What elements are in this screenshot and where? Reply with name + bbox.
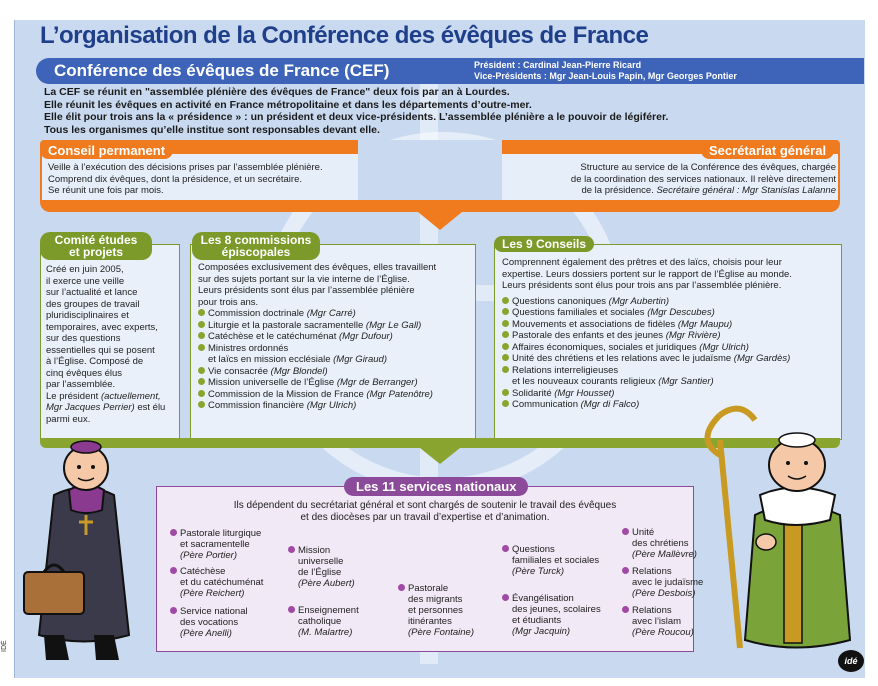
commission-item: [198, 308, 436, 320]
secretariat-title: Secrétariat général: [701, 142, 834, 159]
conseil-name: Solidarité: [512, 387, 552, 399]
service-name: itinérantes: [408, 616, 452, 627]
comite-title: [40, 232, 152, 260]
bullet-icon: [502, 366, 509, 373]
bullet-icon: [502, 389, 509, 396]
conseil-name: Unité des chrétiens et les relations avec le judaïsme: [512, 353, 732, 364]
commissions-text: [198, 262, 436, 412]
comite-title-line: Comité études: [54, 233, 138, 247]
comite-line: sur des questions: [46, 333, 121, 344]
intro-line: Elle élit pour trois ans la « présidence » : un président et deux vice-présidents. L’assemblée plénière a le pouvoir de légiférer.: [44, 111, 669, 123]
comite-line: des groupes de travail: [46, 298, 140, 310]
intro-line: Tous les organismes qu’elle institue sont responsables devant elle.: [44, 123, 380, 136]
conseil-item: [502, 342, 792, 354]
conseil-name: Affaires économiques, sociales et juridiques: [512, 341, 697, 353]
service-name: Relations: [632, 566, 672, 577]
secretariat-line: de la présidence.: [581, 185, 654, 196]
bullet-icon: [170, 607, 177, 614]
service-item: [170, 606, 248, 639]
intro-line: La CEF se réunit en "assemblée plénière des évêques de France" deux fois par an à Lourdes.: [44, 86, 510, 98]
conseils-line: Leurs présidents sont élus pour trois ans par l’assemblée plénière.: [502, 280, 782, 291]
services-title: Les 11 services nationaux: [344, 477, 528, 496]
secretariat-text: [520, 162, 836, 197]
bullet-icon: [288, 546, 295, 553]
commission-item: [198, 366, 436, 378]
service-name: et étudiants: [512, 615, 562, 626]
comite-title-line: et projets: [68, 245, 123, 259]
conseil-name: Relations interreligieuses: [512, 364, 619, 376]
conseil-item: [502, 319, 792, 331]
service-head: (Père Roucou): [632, 627, 694, 638]
comite-line: Le président: [46, 390, 99, 402]
conseil-president: (Mgr Rivière): [665, 330, 721, 341]
service-item: [622, 527, 697, 560]
bullet-icon: [502, 308, 509, 315]
comite-line: pluridisciplinaires et: [46, 310, 129, 321]
conseils-line: expertise. Leurs dossiers portent sur le rapport de l’Église au monde.: [502, 268, 792, 280]
credit-text: IDÉ: [1, 640, 8, 652]
service-head: (Mgr Jacquin): [512, 626, 571, 637]
down-arrow-icon: [418, 212, 462, 230]
conseil-item: [502, 388, 792, 400]
commission-name: Ministres ordonnés: [208, 342, 289, 354]
bullet-icon: [502, 320, 509, 327]
conseil-permanent-text: [48, 162, 323, 197]
comite-line: sur l’actualité et lance: [46, 287, 138, 298]
conseils-text: [502, 257, 792, 411]
service-name: Catéchèse: [180, 566, 226, 577]
bullet-icon: [198, 401, 205, 408]
cef-president: Président : Cardinal Jean-Pierre Ricard: [474, 60, 642, 70]
service-name: de l’Église: [298, 567, 342, 578]
bullet-icon: [502, 331, 509, 338]
bullet-icon: [502, 400, 509, 407]
conseil-president: (Mgr Ulrich): [699, 341, 749, 353]
comite-line: est élu: [137, 402, 166, 413]
conseil-name: Questions familiales et sociales: [512, 307, 645, 318]
cef-officers: [474, 60, 737, 82]
service-head: (Père Aubert): [298, 578, 355, 589]
bullet-icon: [622, 567, 629, 574]
service-head: (Père Desbois): [632, 588, 696, 599]
conseil-president: (Mgr Santier): [658, 376, 714, 387]
conseil-permanent-title: Conseil permanent: [40, 142, 173, 159]
comite-line: temporaires, avec experts,: [46, 321, 158, 333]
cef-name: Conférence des évêques de France (CEF): [54, 61, 390, 80]
conseil-name: et les nouveaux courants religieux: [512, 376, 656, 387]
comite-line: il exerce une veille: [46, 275, 125, 287]
commissions-line: Leurs présidents sont élus par l’assemblée plénière: [198, 285, 415, 296]
commission-name: et laïcs en mission ecclésiale: [208, 354, 331, 365]
service-name: des chrétiens: [632, 538, 689, 549]
commission-item: [198, 320, 436, 332]
secretariat-line: de la coordination des services nationaux. Il relève directement: [570, 173, 836, 185]
commission-president: (Mgr Ulrich): [306, 400, 357, 411]
conseil-name: Pastorale des enfants et des jeunes: [512, 330, 664, 341]
cef-vice-presidents: Vice-Présidents : Mgr Jean-Louis Papin, Mgr Georges Pontier: [474, 71, 737, 81]
bishop-with-briefcase-illustration: [14, 420, 154, 670]
commission-president: (Mgr de Berranger): [336, 377, 418, 388]
service-name: des vocations: [180, 617, 239, 628]
service-name: catholique: [298, 616, 342, 627]
down-arrow-icon: [420, 448, 460, 464]
service-name: et sacramentelle: [180, 539, 250, 550]
service-head: (Père Turck): [512, 566, 565, 577]
commissions-line: pour trois ans.: [198, 296, 259, 308]
service-name: Enseignement: [298, 605, 359, 616]
conseil-president: (Mgr Aubertin): [608, 295, 670, 307]
service-item: [288, 605, 359, 638]
service-name: Mission: [298, 545, 331, 556]
service-item: [288, 545, 355, 589]
bullet-icon: [622, 606, 629, 613]
bullet-icon: [502, 594, 509, 601]
service-name: des jeunes, scolaires: [512, 604, 601, 615]
secretariat-line: Structure au service de la Conférence des évêques, chargée: [580, 162, 836, 173]
commission-item: [198, 389, 436, 401]
commission-item: [198, 354, 436, 366]
conseils-title: Les 9 Conseils: [494, 236, 594, 252]
services-intro: [160, 500, 690, 523]
commission-president: (Mgr Le Gall): [365, 319, 422, 331]
service-head: (M. Malartre): [298, 627, 353, 638]
commissions-line: sur des sujets portant sur la vie interne de l’Église.: [198, 273, 410, 285]
conseil-item: [502, 296, 792, 308]
service-head: (Père Portier): [180, 550, 238, 561]
comite-line: à l’Église. Composé de: [46, 356, 144, 367]
comite-line: essentielles qui se posent: [46, 344, 155, 356]
comite-line: cinq évêques élus: [46, 367, 123, 379]
service-item: [398, 583, 474, 638]
service-name: Pastorale liturgique: [180, 528, 262, 539]
service-item: [502, 544, 599, 577]
comite-president-note: Mgr Jacques Perrier): [46, 402, 135, 413]
services-line: Ils dépendent du secrétariat général et sont chargés de soutenir le travail des évêques: [233, 500, 617, 511]
pope-with-crozier-illustration: [700, 400, 870, 650]
conseil-permanent-line: Se réunit une fois par mois.: [48, 185, 164, 196]
service-head: (Père Mallèvre): [632, 549, 697, 560]
comite-line: Créé en juin 2005,: [46, 264, 124, 275]
bullet-icon: [502, 354, 509, 361]
bullet-icon: [398, 584, 405, 591]
conseil-item: [502, 330, 792, 342]
service-head: (Père Fontaine): [408, 627, 475, 638]
comite-line: parmi eux.: [46, 413, 91, 425]
service-name: universelle: [298, 556, 344, 567]
service-name: et du catéchuménat: [180, 577, 264, 588]
conseil-permanent-line: Comprend dix évêques, dont la présidence, et un secrétaire.: [48, 173, 303, 185]
bullet-icon: [502, 297, 509, 304]
service-name: Pastorale: [408, 583, 449, 594]
conseil-president: (Mgr Descubes): [647, 307, 715, 318]
commission-name: Catéchèse et le catéchuménat: [208, 331, 337, 342]
service-item: [622, 566, 703, 599]
bullet-icon: [198, 378, 205, 385]
conseil-item: [502, 353, 792, 365]
commission-president: (Mgr Giraud): [333, 354, 387, 365]
conseil-item: [502, 376, 792, 388]
bullet-icon: [198, 344, 205, 351]
bullet-icon: [198, 367, 205, 374]
service-name: des migrants: [408, 594, 463, 605]
commissions-title: [192, 232, 320, 260]
commission-name: Vie consacrée: [208, 365, 269, 377]
service-name: Évangélisation: [512, 593, 574, 604]
service-name: Service national: [180, 606, 248, 617]
comite-text: [46, 264, 165, 425]
commission-name: Commission de la Mission de France: [208, 388, 364, 400]
conseil-president: (Mgr di Falco): [580, 399, 640, 410]
commission-item: [198, 400, 436, 412]
conseil-president: (Mgr Maupu): [677, 318, 733, 330]
service-item: [622, 605, 694, 638]
cef-intro: [44, 86, 669, 136]
service-name: Relations: [632, 605, 672, 616]
commissions-line: Composées exclusivement des évêques, elles travaillent: [198, 262, 437, 273]
secretary-general: Secrétaire général : Mgr Stanislas Lalanne: [656, 185, 836, 196]
executive-spacer: [358, 140, 502, 200]
conseil-item: [502, 365, 792, 377]
commission-item: [198, 343, 436, 355]
bullet-icon: [198, 309, 205, 316]
commissions-title-line: épiscopales: [221, 245, 291, 259]
service-head: (Père Reichert): [180, 588, 245, 599]
service-head: (Père Anelli): [180, 628, 232, 639]
conseil-name: Communication: [512, 399, 578, 410]
conseil-name: Mouvements et associations de fidèles: [512, 318, 676, 330]
bullet-icon: [198, 321, 205, 328]
conseil-permanent-line: Veille à l’exécution des décisions prises par l’assemblée plénière.: [48, 162, 323, 173]
service-name: familiales et sociales: [512, 555, 600, 566]
bullet-icon: [502, 545, 509, 552]
commission-item: [198, 331, 436, 343]
commission-name: Mission universelle de l’Église: [208, 377, 335, 388]
bullet-icon: [622, 528, 629, 535]
conseils-line: Comprennent également des prêtres et des laïcs, choisis pour leur: [502, 257, 782, 268]
bullet-icon: [170, 567, 177, 574]
commission-name: Liturgie et la pastorale sacramentelle: [208, 319, 364, 331]
comite-president-note: (actuellement,: [100, 390, 161, 402]
conseil-item: [502, 307, 792, 319]
bullet-icon: [170, 529, 177, 536]
service-name: Unité: [632, 527, 655, 538]
service-item: [170, 566, 263, 599]
ide-logo: idé: [838, 650, 864, 672]
commission-president: (Mgr Blondel): [270, 365, 328, 377]
bullet-icon: [288, 606, 295, 613]
service-item: [170, 528, 261, 561]
commission-president: (Mgr Dufour): [338, 331, 393, 342]
service-item: [502, 593, 601, 637]
intro-line: Elle réunit les évêques en activité en France métropolitaine et dans les départements d’outre-mer.: [44, 98, 532, 111]
commission-name: Commission doctrinale: [208, 308, 305, 319]
commission-item: [198, 377, 436, 389]
services-line: et des diocèses par un travail d’expertise et d’animation.: [300, 511, 550, 523]
service-name: et personnes: [408, 605, 463, 616]
commissions-title-line: Les 8 commissions: [200, 233, 312, 247]
bullet-icon: [502, 343, 509, 350]
commission-president: (Mgr Patenôtre): [366, 388, 433, 400]
comite-line: par l’assemblée.: [46, 379, 116, 390]
bullet-icon: [198, 332, 205, 339]
conseil-president: (Mgr Housset): [554, 387, 615, 399]
page-title: L’organisation de la Conférence des évêques de France: [40, 22, 649, 49]
service-name: avec le judaïsme: [632, 577, 704, 588]
commission-president: (Mgr Carré): [306, 308, 356, 319]
service-name: avec l’islam: [632, 616, 682, 627]
commission-name: Commission financière: [208, 400, 305, 411]
conseil-name: Questions canoniques: [512, 295, 607, 307]
conseil-president: (Mgr Gardès): [733, 353, 791, 364]
bullet-icon: [198, 390, 205, 397]
service-name: Questions: [512, 544, 555, 555]
